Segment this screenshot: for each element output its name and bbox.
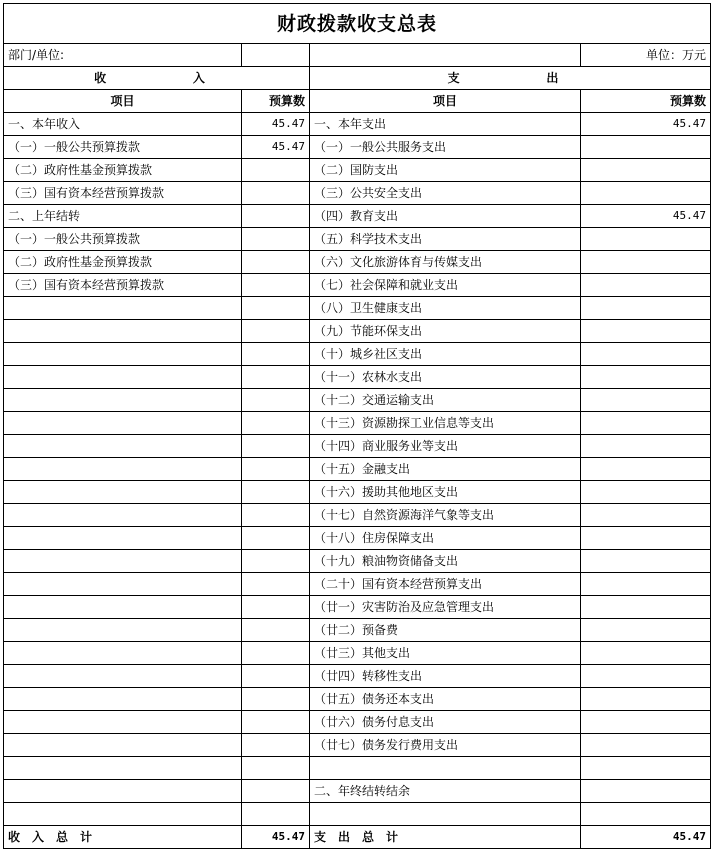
- expense-value-cell: [581, 642, 711, 665]
- table-row: [4, 527, 711, 550]
- income-value-cell: [242, 665, 310, 688]
- income-item-cell: [4, 481, 242, 504]
- expense-value-cell: [581, 228, 711, 251]
- income-item-cell: [4, 343, 242, 366]
- expense-value-cell: 45.47: [581, 205, 711, 228]
- income-item-cell: （二）政府性基金预算拨款: [4, 159, 242, 182]
- income-value-cell: [242, 596, 310, 619]
- expense-value-cell: [581, 182, 711, 205]
- expense-item-cell: （廿三）其他支出: [310, 642, 581, 665]
- expense-item-cell: （九）节能环保支出: [310, 320, 581, 343]
- totals-row: [4, 826, 711, 849]
- income-value-cell: [242, 780, 310, 803]
- table-row: [4, 803, 711, 826]
- income-item-cell: [4, 297, 242, 320]
- empty-cell: [242, 44, 310, 67]
- expense-value-cell: [581, 803, 711, 826]
- expense-value-cell: [581, 711, 711, 734]
- expense-value-cell: [581, 527, 711, 550]
- income-value-cell: [242, 619, 310, 642]
- expense-value-cell: [581, 412, 711, 435]
- page-title: 财政拨款收支总表: [4, 4, 711, 44]
- expense-item-cell: （八）卫生健康支出: [310, 297, 581, 320]
- expense-item-cell: （十七）自然资源海洋气象等支出: [310, 504, 581, 527]
- income-item-cell: 一、本年收入: [4, 113, 242, 136]
- table-row: [4, 458, 711, 481]
- income-value-cell: [242, 389, 310, 412]
- income-item-cell: [4, 803, 242, 826]
- expense-value-cell: [581, 596, 711, 619]
- expense-value-cell: [581, 136, 711, 159]
- income-item-cell: （三）国有资本经营预算拨款: [4, 182, 242, 205]
- table-row: [4, 435, 711, 458]
- income-item-cell: [4, 573, 242, 596]
- expense-value-cell: [581, 504, 711, 527]
- table-row: [4, 228, 711, 251]
- expense-item-cell: （一）一般公共服务支出: [310, 136, 581, 159]
- income-item-cell: 二、上年结转: [4, 205, 242, 228]
- income-value-cell: [242, 251, 310, 274]
- expense-value-cell: [581, 274, 711, 297]
- income-item-cell: （一）一般公共预算拨款: [4, 136, 242, 159]
- income-value-cell: [242, 527, 310, 550]
- income-value-cell: [242, 504, 310, 527]
- income-total-label: 收入总计: [4, 826, 242, 849]
- income-item-cell: （一）一般公共预算拨款: [4, 228, 242, 251]
- table-row: [4, 366, 711, 389]
- income-value-cell: 45.47: [242, 136, 310, 159]
- expense-value-cell: [581, 550, 711, 573]
- table-row: [4, 159, 711, 182]
- expense-item-cell: （十八）住房保障支出: [310, 527, 581, 550]
- expense-item-cell: （十三）资源勘探工业信息等支出: [310, 412, 581, 435]
- table-row: [4, 504, 711, 527]
- fiscal-summary-table: [3, 3, 711, 849]
- unit-label: 单位：万元: [581, 44, 711, 67]
- expense-item-header: 项目: [310, 90, 581, 113]
- table-row: [4, 481, 711, 504]
- income-value-cell: [242, 274, 310, 297]
- income-section-header: 收 入: [4, 67, 310, 90]
- income-value-cell: [242, 550, 310, 573]
- income-item-cell: [4, 780, 242, 803]
- table-row: [4, 343, 711, 366]
- table-row: [4, 412, 711, 435]
- income-item-cell: [4, 366, 242, 389]
- expense-item-cell: （十二）交通运输支出: [310, 389, 581, 412]
- table-row: [4, 780, 711, 803]
- table-row: [4, 182, 711, 205]
- expense-value-cell: [581, 688, 711, 711]
- expense-item-cell: （廿七）债务发行费用支出: [310, 734, 581, 757]
- table-row: [4, 688, 711, 711]
- table-row: [4, 113, 711, 136]
- table-row: [4, 757, 711, 780]
- table-row: [4, 136, 711, 159]
- expense-value-cell: 45.47: [581, 113, 711, 136]
- income-value-cell: [242, 711, 310, 734]
- expense-item-cell: （十）城乡社区支出: [310, 343, 581, 366]
- table-row: [4, 642, 711, 665]
- expense-item-cell: [310, 803, 581, 826]
- income-item-cell: [4, 504, 242, 527]
- income-item-header: 项目: [4, 90, 242, 113]
- table-row: [4, 665, 711, 688]
- income-value-cell: [242, 297, 310, 320]
- expense-item-cell: [310, 757, 581, 780]
- expense-item-cell: （十四）商业服务业等支出: [310, 435, 581, 458]
- income-value-cell: [242, 734, 310, 757]
- income-item-cell: [4, 389, 242, 412]
- expense-value-cell: [581, 159, 711, 182]
- expense-item-cell: （四）教育支出: [310, 205, 581, 228]
- expense-item-cell: 一、本年支出: [310, 113, 581, 136]
- income-item-cell: [4, 734, 242, 757]
- table-row: [4, 274, 711, 297]
- income-value-cell: [242, 182, 310, 205]
- income-value-cell: [242, 159, 310, 182]
- expense-total-label: 支出总计: [310, 826, 581, 849]
- income-value-cell: [242, 688, 310, 711]
- table-row: [4, 297, 711, 320]
- income-budget-header: 预算数: [242, 90, 310, 113]
- department-label: 部门/单位:: [4, 44, 242, 67]
- expense-item-cell: （五）科学技术支出: [310, 228, 581, 251]
- income-item-cell: [4, 320, 242, 343]
- income-value-cell: [242, 320, 310, 343]
- income-value-cell: [242, 366, 310, 389]
- income-item-cell: [4, 688, 242, 711]
- income-item-cell: [4, 665, 242, 688]
- table-row: [4, 711, 711, 734]
- income-item-cell: [4, 550, 242, 573]
- table-row: [4, 734, 711, 757]
- expense-item-cell: （十六）援助其他地区支出: [310, 481, 581, 504]
- expense-value-cell: [581, 780, 711, 803]
- expense-value-cell: [581, 734, 711, 757]
- expense-item-cell: （三）公共安全支出: [310, 182, 581, 205]
- income-item-cell: [4, 619, 242, 642]
- table-row: [4, 619, 711, 642]
- income-item-cell: （二）政府性基金预算拨款: [4, 251, 242, 274]
- expense-value-cell: [581, 366, 711, 389]
- income-value-cell: [242, 343, 310, 366]
- expense-item-cell: （廿五）债务还本支出: [310, 688, 581, 711]
- table-row: [4, 251, 711, 274]
- income-value-cell: [242, 573, 310, 596]
- income-item-cell: [4, 527, 242, 550]
- expense-item-cell: （廿六）债务付息支出: [310, 711, 581, 734]
- expense-budget-header: 预算数: [581, 90, 711, 113]
- expense-item-cell: （十一）农林水支出: [310, 366, 581, 389]
- empty-cell: [310, 44, 581, 67]
- expense-item-cell: （六）文化旅游体育与传媒支出: [310, 251, 581, 274]
- table-row: [4, 389, 711, 412]
- expense-value-cell: [581, 435, 711, 458]
- expense-item-cell: （二）国防支出: [310, 159, 581, 182]
- income-value-cell: [242, 642, 310, 665]
- expense-value-cell: [581, 573, 711, 596]
- table-row: [4, 596, 711, 619]
- income-value-cell: [242, 205, 310, 228]
- expense-value-cell: [581, 320, 711, 343]
- income-item-cell: [4, 757, 242, 780]
- income-value-cell: [242, 757, 310, 780]
- income-item-cell: [4, 412, 242, 435]
- expense-value-cell: [581, 757, 711, 780]
- income-item-cell: [4, 435, 242, 458]
- expense-item-cell: （七）社会保障和就业支出: [310, 274, 581, 297]
- income-value-cell: [242, 803, 310, 826]
- expense-item-cell: （十九）粮油物资储备支出: [310, 550, 581, 573]
- income-item-cell: [4, 596, 242, 619]
- income-value-cell: [242, 481, 310, 504]
- income-value-cell: 45.47: [242, 113, 310, 136]
- expense-section-header: 支 出: [310, 67, 711, 90]
- income-value-cell: [242, 435, 310, 458]
- expense-item-cell: （廿一）灾害防治及应急管理支出: [310, 596, 581, 619]
- expense-value-cell: [581, 619, 711, 642]
- table-row: [4, 205, 711, 228]
- expense-total-value: 45.47: [581, 826, 711, 849]
- table-row: [4, 573, 711, 596]
- expense-value-cell: [581, 481, 711, 504]
- expense-value-cell: [581, 458, 711, 481]
- income-value-cell: [242, 228, 310, 251]
- table-row: [4, 550, 711, 573]
- income-item-cell: [4, 642, 242, 665]
- expense-value-cell: [581, 389, 711, 412]
- table-row: [4, 320, 711, 343]
- expense-value-cell: [581, 297, 711, 320]
- income-item-cell: [4, 458, 242, 481]
- income-value-cell: [242, 412, 310, 435]
- income-value-cell: [242, 458, 310, 481]
- expense-value-cell: [581, 665, 711, 688]
- expense-item-cell: 二、年终结转结余: [310, 780, 581, 803]
- expense-item-cell: （廿二）预备费: [310, 619, 581, 642]
- expense-item-cell: （十五）金融支出: [310, 458, 581, 481]
- income-item-cell: （三）国有资本经营预算拨款: [4, 274, 242, 297]
- income-item-cell: [4, 711, 242, 734]
- expense-value-cell: [581, 251, 711, 274]
- expense-item-cell: （廿四）转移性支出: [310, 665, 581, 688]
- expense-item-cell: （二十）国有资本经营预算支出: [310, 573, 581, 596]
- income-total-value: 45.47: [242, 826, 310, 849]
- expense-value-cell: [581, 343, 711, 366]
